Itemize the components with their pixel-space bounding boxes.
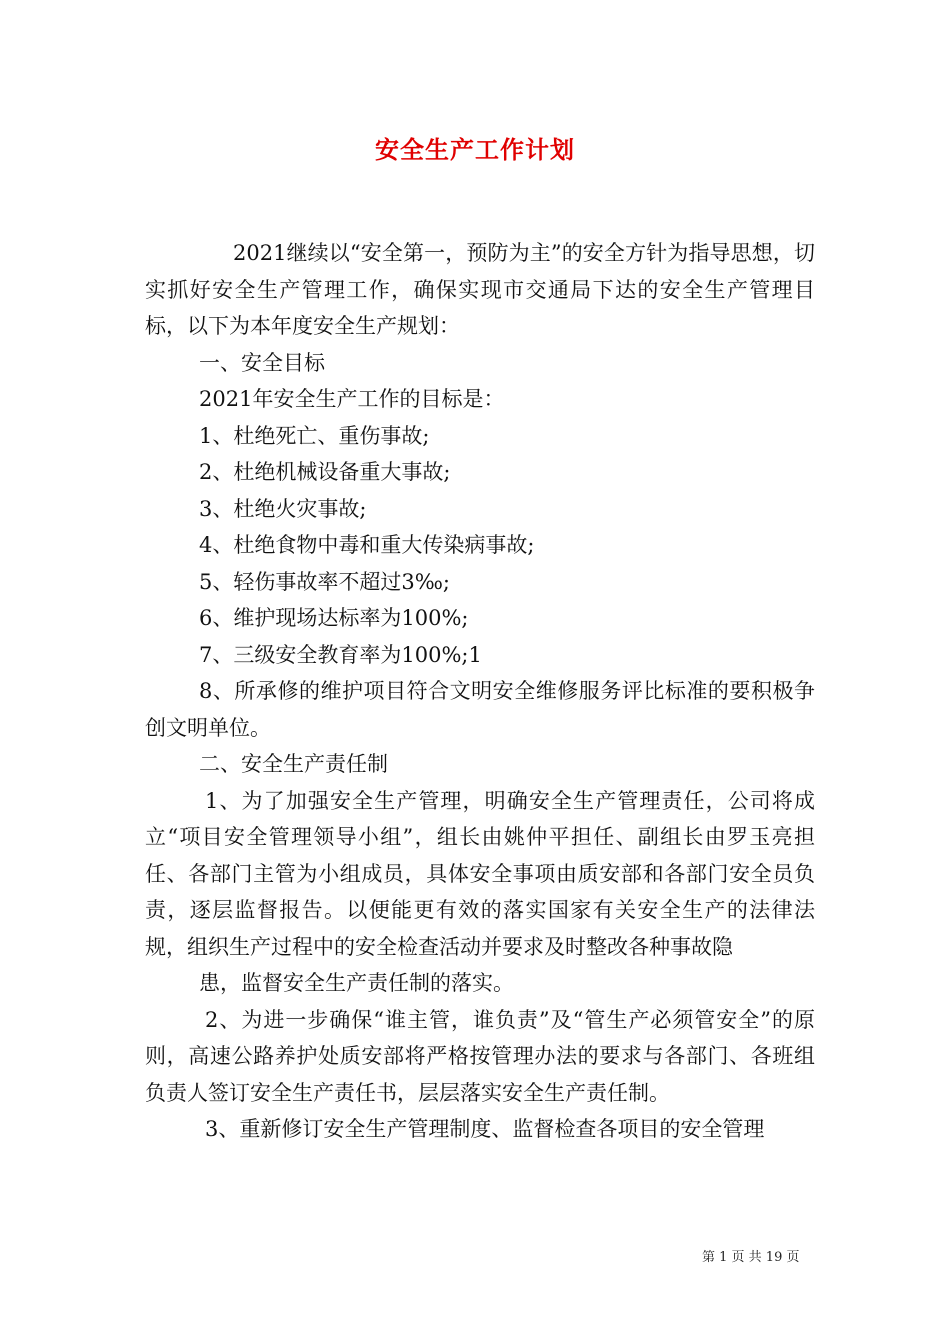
goal-item: 4、杜绝食物中毒和重大传染病事故; — [199, 533, 535, 557]
paragraph-responsibility-1-cont: 患，监督安全生产责任制的落实。 — [199, 971, 514, 995]
goal-item: 1、杜绝死亡、重伤事故; — [199, 423, 430, 448]
section-heading-safety-goals: 一、安全目标 — [199, 350, 325, 375]
paragraph-responsibility-3: 3、重新修订安全生产管理制度、监督检查各项目的安全管理 — [205, 1117, 765, 1141]
paragraph-intro: 2021继续以“安全第一，预防为主”的安全方针为指导思想，切实抓好安全生产管理工作，确保实现市交通局下达的安全生产管理目标，以下为本年度安全生产规划： — [145, 241, 815, 338]
goal-item: 3、杜绝火灾事故; — [199, 496, 367, 521]
section-heading-responsibility: 二、安全生产责任制 — [199, 752, 388, 776]
goal-item: 2、杜绝机械设备重大事故; — [199, 460, 451, 484]
document-body — [145, 235, 815, 1148]
goal-item: 7、三级安全教育率为100%;1 — [199, 642, 482, 667]
goal-item: 6、维护现场达标率为100%; — [199, 606, 469, 630]
paragraph-goals-lead: 2021年安全生产工作的目标是： — [199, 387, 505, 411]
paragraph-responsibility-1: 1、为了加强安全生产管理，明确安全生产管理责任，公司将成立“项目安全管理领导小组”，组长由姚仲平担任、副组长由罗玉亮担任、各部门主管为小组成员，具体安全事项由质安部和各部门安全员负责，逐层监督报告。以便能更有效的落实国家有关安全生产的法律法规，组织生产过程中的安全检查活动并要求及时整改各种事故隐 — [145, 788, 815, 959]
document-title: 安全生产工作计划 — [375, 135, 575, 164]
goal-item: 5、轻伤事故率不超过3‰; — [199, 569, 450, 594]
goal-item: 8、所承修的维护项目符合文明安全维修服务评比标准的要积极争创文明单位。 — [145, 679, 815, 740]
page-number: 第 1 页 共 19 页 — [702, 1250, 800, 1265]
paragraph-responsibility-2: 2、为进一步确保“谁主管，谁负责”及“管生产必须管安全”的原则，高速公路养护处质安部将严格按管理办法的要求与各部门、各班组负责人签订安全生产责任书，层层落实安全生产责任制。 — [145, 1007, 815, 1105]
